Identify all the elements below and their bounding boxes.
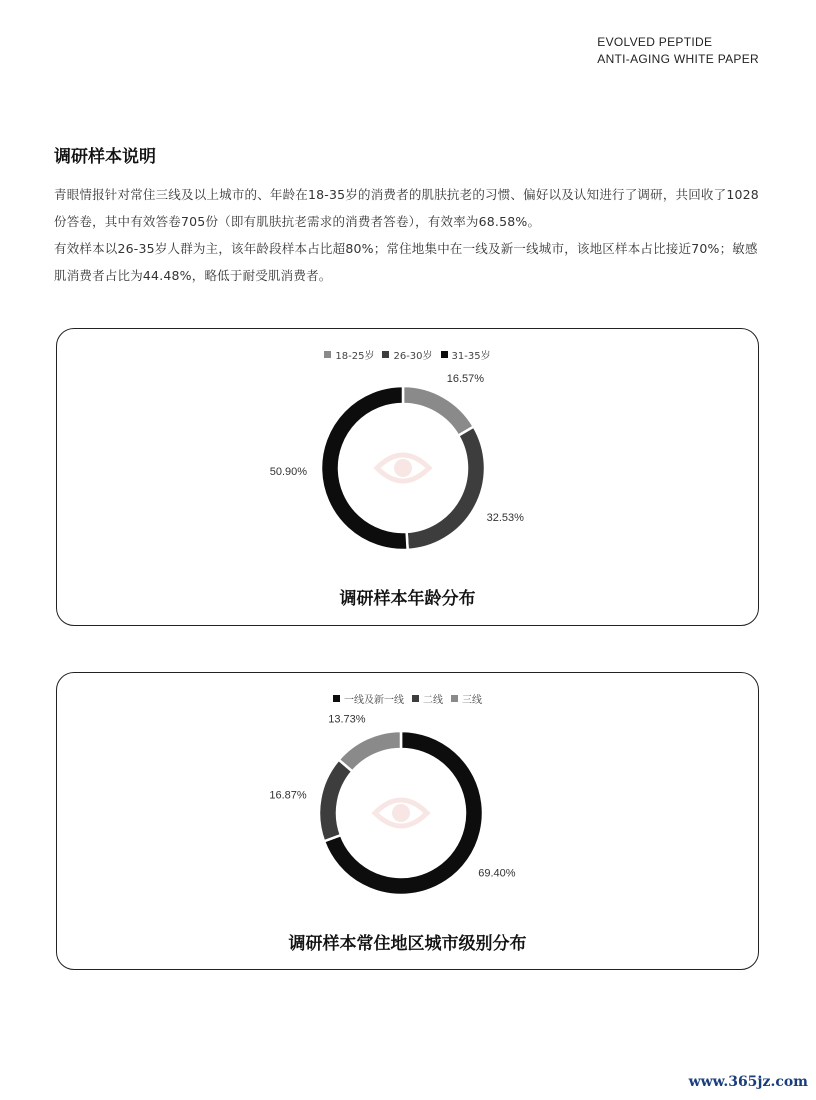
legend-label: 26-30岁 — [393, 351, 433, 362]
donut-slice — [319, 760, 352, 842]
donut-slice — [407, 427, 485, 550]
data-label: 69.40% — [478, 867, 516, 880]
data-label: 16.57% — [446, 372, 485, 385]
section-title: 调研样本说明 — [54, 147, 156, 167]
data-label: 50.90% — [269, 465, 308, 478]
city-donut-chart — [57, 673, 760, 971]
legend-label: 18-25岁 — [335, 351, 375, 362]
footer-watermark: www.365jz.com — [688, 1074, 808, 1090]
legend-label: 一线及新一线 — [344, 695, 404, 706]
legend-label: 二线 — [423, 695, 443, 706]
age-chart-title: 调研样本年龄分布 — [339, 589, 476, 609]
intro-paragraph-2: 有效样本以26-35岁人群为主，该年龄段样本占比超80%；常住地集中在一线及新一线城市，该地区样本占比接近70%；敏感肌消费者占比为44.48%，略低于耐受肌消费者。 — [54, 241, 758, 283]
data-label: 16.87% — [269, 789, 307, 802]
age-distribution-card — [56, 328, 759, 626]
header-line-2: ANTI-AGING WHITE PAPER — [597, 52, 759, 66]
donut-slice — [339, 731, 401, 771]
age-donut-chart — [57, 329, 760, 627]
header-line-1: EVOLVED PEPTIDE — [597, 35, 713, 49]
donut-slice — [403, 386, 474, 436]
city-chart-title: 调研样本常住地区城市级别分布 — [288, 934, 527, 954]
watermark-eye-icon — [375, 800, 427, 826]
data-label: 32.53% — [486, 512, 524, 525]
legend-label: 31-35岁 — [451, 351, 491, 362]
legend-label: 三线 — [462, 695, 482, 706]
watermark-eye-icon — [377, 455, 429, 481]
city-tier-distribution-card — [56, 672, 759, 970]
intro-paragraph-1: 青眼情报针对常住三线及以上城市的、年龄在18-35岁的消费者的肌肤抗老的习惯、偏好以及认知进行了调研，共回收了1028份答卷，其中有效答卷705份（即有肌肤抗老需求的消费者答卷），有效率为68.58%。 — [54, 187, 759, 229]
data-label: 13.73% — [328, 713, 366, 726]
document-header — [597, 34, 759, 68]
